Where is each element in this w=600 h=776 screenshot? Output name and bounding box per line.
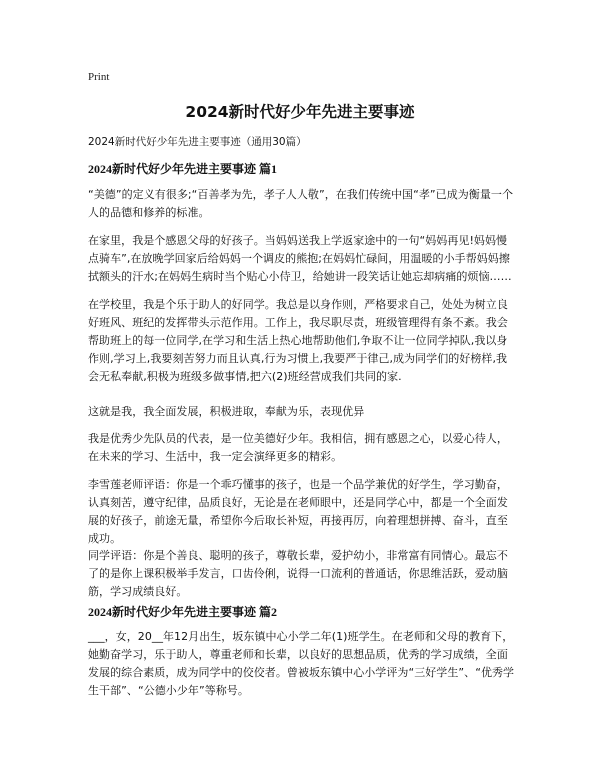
paragraph: ___，女，20__年12月出生，坂东镇中心小学二年(1)班学生。在老师和父母的教育下，她勤奋学习，乐于助人，尊重老师和长辈，以良好的思想品质，优秀的学习成绩，全面发展的综合素质，成为同学中的佼佼者。曾被坂东镇中心小学评为“三好学生”、“优秀学生干部”、“公德小少年”等称号。 xyxy=(88,630,515,697)
section-heading-2: 2024新时代好少年先进主要事迹 篇2 xyxy=(88,605,278,619)
section-heading-1: 2024新时代好少年先进主要事迹 篇1 xyxy=(88,162,278,176)
paragraph: 这就是我，我全面发展，积极进取，奉献为乐，表现优异 xyxy=(88,405,365,418)
paragraph: 李雪莲老师评语：你是一个乖巧懂事的孩子，也是一个品学兼优的好学生，学习勤奋，认真刻苦，遵守纪律，品质良好，无论是在老师眼中，还是同学心中，都是一个全面发展的好孩子，前途无量，希望你今后取长补短，再接再厉，向着理想拼搏、奋斗，直至成功。 xyxy=(88,478,508,545)
document-subtitle: 2024新时代好少年先进主要事迹（通用30篇） xyxy=(88,136,307,148)
paragraph: 在学校里，我是个乐于助人的好同学。我总是以身作则，严格要求自己，处处为树立良好班风、班纪的发挥带头示范作用。工作上，我尽职尽责，班级管理得有条不紊。我会帮助班上的每一位同学,在学习和生活上热心地帮助他们,争取不让一位同学掉队,我以身作则,学习上,我要刻苦努力而且认真,行为习惯上,我要严于律己,成为同学们的好榜样,我会无私奉献,积极为班级多做事情,把六(2)班经营成我们共同的家. xyxy=(88,298,508,383)
paragraph: 我是优秀少先队员的代表，是一位美德好少年。我相信，拥有感恩之心，以爱心待人，在未来的学习、生活中，我一定会演绎更多的精彩。 xyxy=(88,432,508,463)
page-title: 2024新时代好少年先进主要事迹 xyxy=(185,103,415,121)
paragraph: 同学评语：你是个善良、聪明的孩子，尊敬长辈，爱护幼小，非常富有同情心。最忘不了的是你上课积极举手发言，口齿伶俐，说得一口流利的普通话，你思维活跃，爱动脑筋，学习成绩良好。 xyxy=(88,549,508,598)
paragraph: 在家里，我是个感恩父母的好孩子。当妈妈送我上学返家途中的一句“妈妈再见!妈妈慢点骑车”,在放晚学回家后给妈妈一个调皮的熊抱;在妈妈忙碌间，用温暖的小手帮妈妈擦拭额头的汗水;在妈妈生病时当个贴心小侍卫，给她讲一段笑话让她忘却病痛的烦恼…… xyxy=(88,234,512,283)
paragraph: “美德”的定义有很多;“百善孝为先，孝子人人敬”，在我们传统中国“孝”已成为衡量一个人的品德和修养的标准。 xyxy=(88,188,513,219)
print-link[interactable]: Print xyxy=(88,71,110,83)
